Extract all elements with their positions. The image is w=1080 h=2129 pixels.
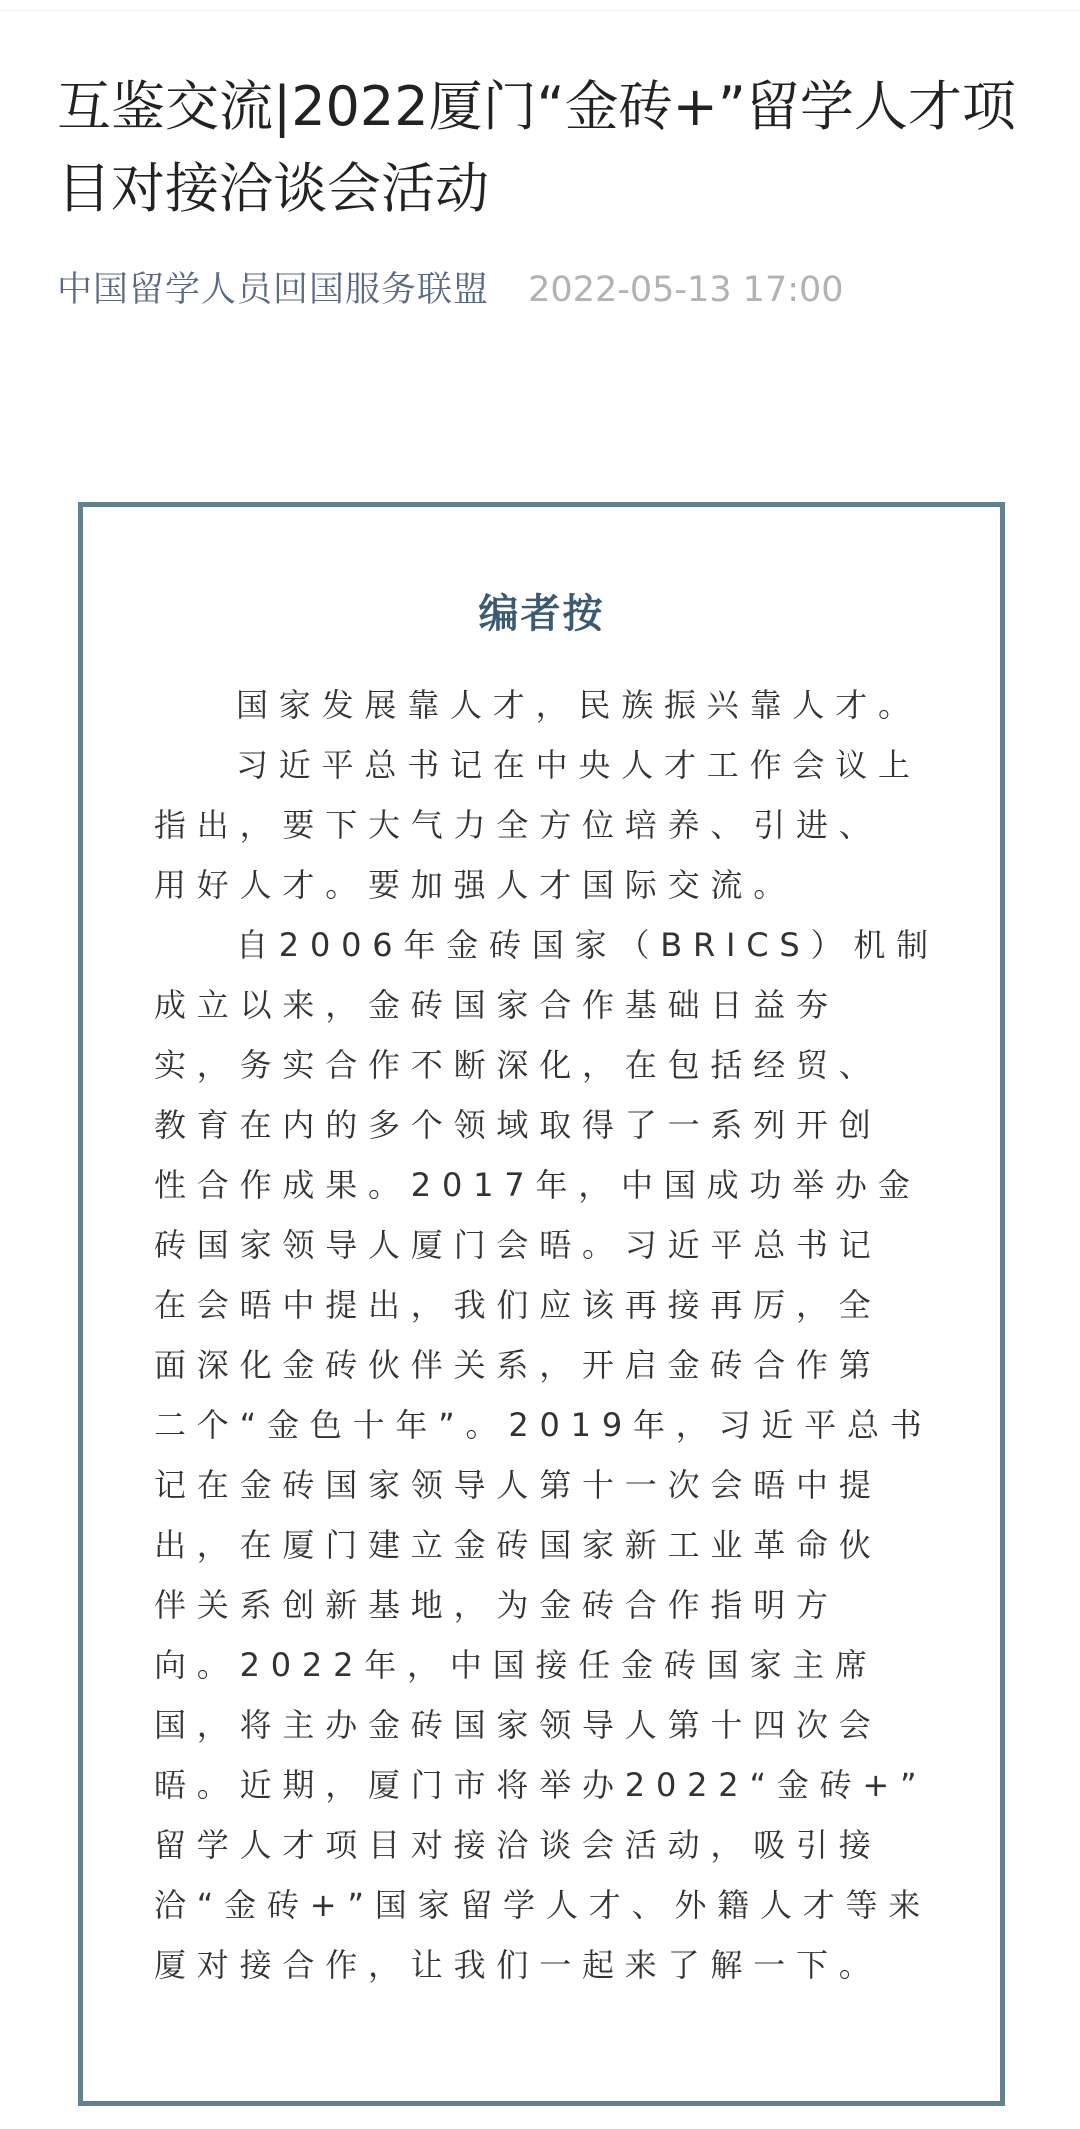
body-line: 实，务实合作不断深化，在包括经贸、 — [154, 1046, 882, 1084]
editor-note-body — [154, 675, 954, 1995]
body-line: 在会晤中提出，我们应该再接再厉，全 — [154, 1286, 882, 1324]
article-meta — [57, 266, 844, 314]
top-divider — [0, 0, 1080, 11]
body-line: 伴关系创新基地，为金砖合作指明方 — [154, 1586, 839, 1624]
body-line: 成立以来，金砖国家合作基础日益夯 — [154, 986, 839, 1024]
body-line: 二个“金色十年”。2019年，习近平总书 — [154, 1406, 933, 1444]
body-line: 面深化金砖伙伴关系，开启金砖合作第 — [154, 1346, 882, 1384]
article-title: 互鉴交流|2022厦门“金砖+”留学人才项目对接洽谈会活动 — [57, 75, 1016, 220]
body-line: 用好人才。要加强人才国际交流。 — [154, 866, 797, 904]
body-line: 出，在厦门建立金砖国家新工业革命伙 — [154, 1526, 882, 1564]
author-link[interactable]: 中国留学人员回国服务联盟 — [57, 270, 490, 310]
body-line: 砖国家领导人厦门会晤。习近平总书记 — [154, 1226, 882, 1264]
body-line: 厦对接合作，让我们一起来了解一下。 — [154, 1946, 882, 1984]
body-line: 性合作成果。2017年，中国成功举办金 — [154, 1166, 921, 1204]
body-line: 习近平总书记在中央人才工作会议上 — [236, 746, 921, 784]
body-line: 洽“金砖+”国家留学人才、外籍人才等来 — [154, 1886, 932, 1924]
publish-date: 2022-05-13 17:00 — [528, 270, 844, 310]
body-line: 记在金砖国家领导人第十一次会晤中提 — [154, 1466, 882, 1504]
body-line: 国家发展靠人才，民族振兴靠人才。 — [236, 686, 921, 724]
editor-note-heading: 编者按 — [478, 591, 605, 637]
body-line: 向。2022年，中国接任金砖国家主席 — [154, 1646, 878, 1684]
editor-note-box — [78, 502, 1005, 2106]
body-line: 晤。近期，厦门市将举办2022“金砖+” — [154, 1766, 928, 1804]
body-line: 自2006年金砖国家（BRICS）机制 — [236, 926, 939, 964]
body-line: 留学人才项目对接洽谈会活动，吸引接 — [154, 1826, 882, 1864]
body-line: 指出，要下大气力全方位培养、引进、 — [154, 806, 882, 844]
body-line: 教育在内的多个领域取得了一系列开创 — [154, 1106, 882, 1144]
body-line: 国，将主办金砖国家领导人第十四次会 — [154, 1706, 882, 1744]
